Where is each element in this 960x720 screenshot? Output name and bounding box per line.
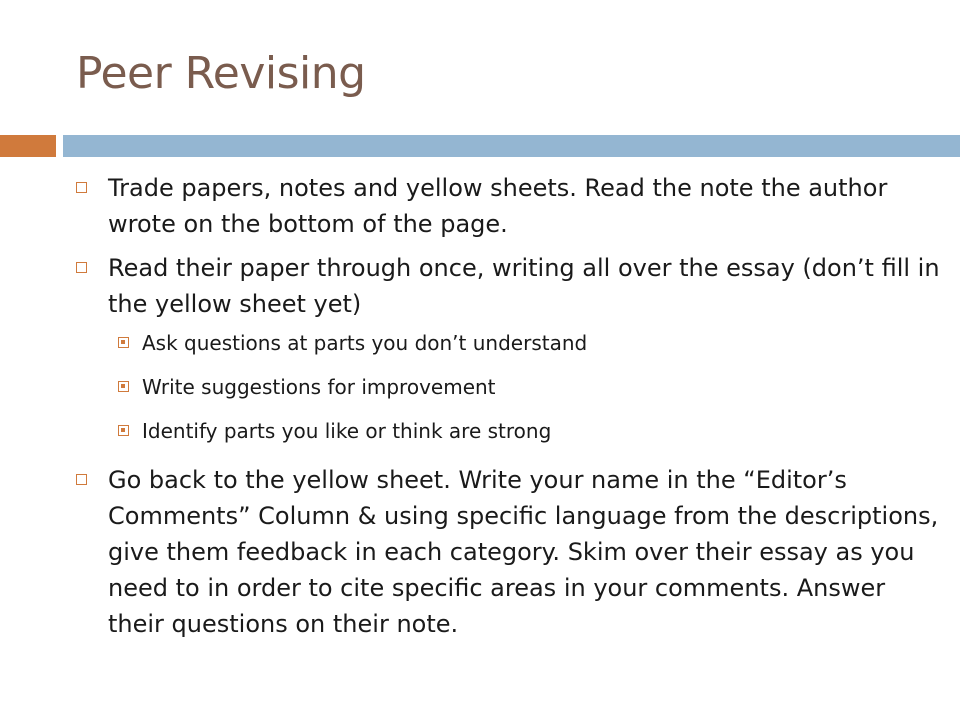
sub-bullet-item [118, 418, 944, 444]
filled-square-bullet-icon [118, 381, 129, 392]
square-bullet-icon [76, 182, 87, 193]
accent-bar-right [63, 135, 960, 157]
slide-title: Peer Revising [76, 48, 366, 99]
bullet-item [76, 250, 944, 322]
sub-bullet-item [118, 374, 944, 400]
bullet-item [76, 170, 944, 242]
sub-bullet-list [76, 330, 944, 444]
sub-bullet-text: Identify parts you like or think are strong [142, 419, 552, 443]
sub-bullet-item [118, 330, 944, 356]
bullet-text: Go back to the yellow sheet. Write your name in the “Editor’s Comments” Column & using specific language from the descriptions, give them feedback in each category. Skim over their essay as you need to in order to cite specific areas in your comments. Answer their questions on their note. [108, 466, 939, 638]
sub-bullet-text: Write suggestions for improvement [142, 375, 496, 399]
bullet-text: Trade papers, notes and yellow sheets. Read the note the author wrote on the bottom of the page. [108, 174, 888, 238]
filled-square-bullet-icon [118, 425, 129, 436]
square-bullet-icon [76, 262, 87, 273]
sub-bullet-text: Ask questions at parts you don’t understand [142, 331, 588, 355]
accent-bar-left [0, 135, 56, 157]
bullet-item [76, 462, 944, 642]
filled-square-bullet-icon [118, 337, 129, 348]
bullet-list [76, 170, 944, 650]
bullet-text: Read their paper through once, writing all over the essay (don’t fill in the yellow sheet yet) [108, 254, 940, 318]
square-bullet-icon [76, 474, 87, 485]
